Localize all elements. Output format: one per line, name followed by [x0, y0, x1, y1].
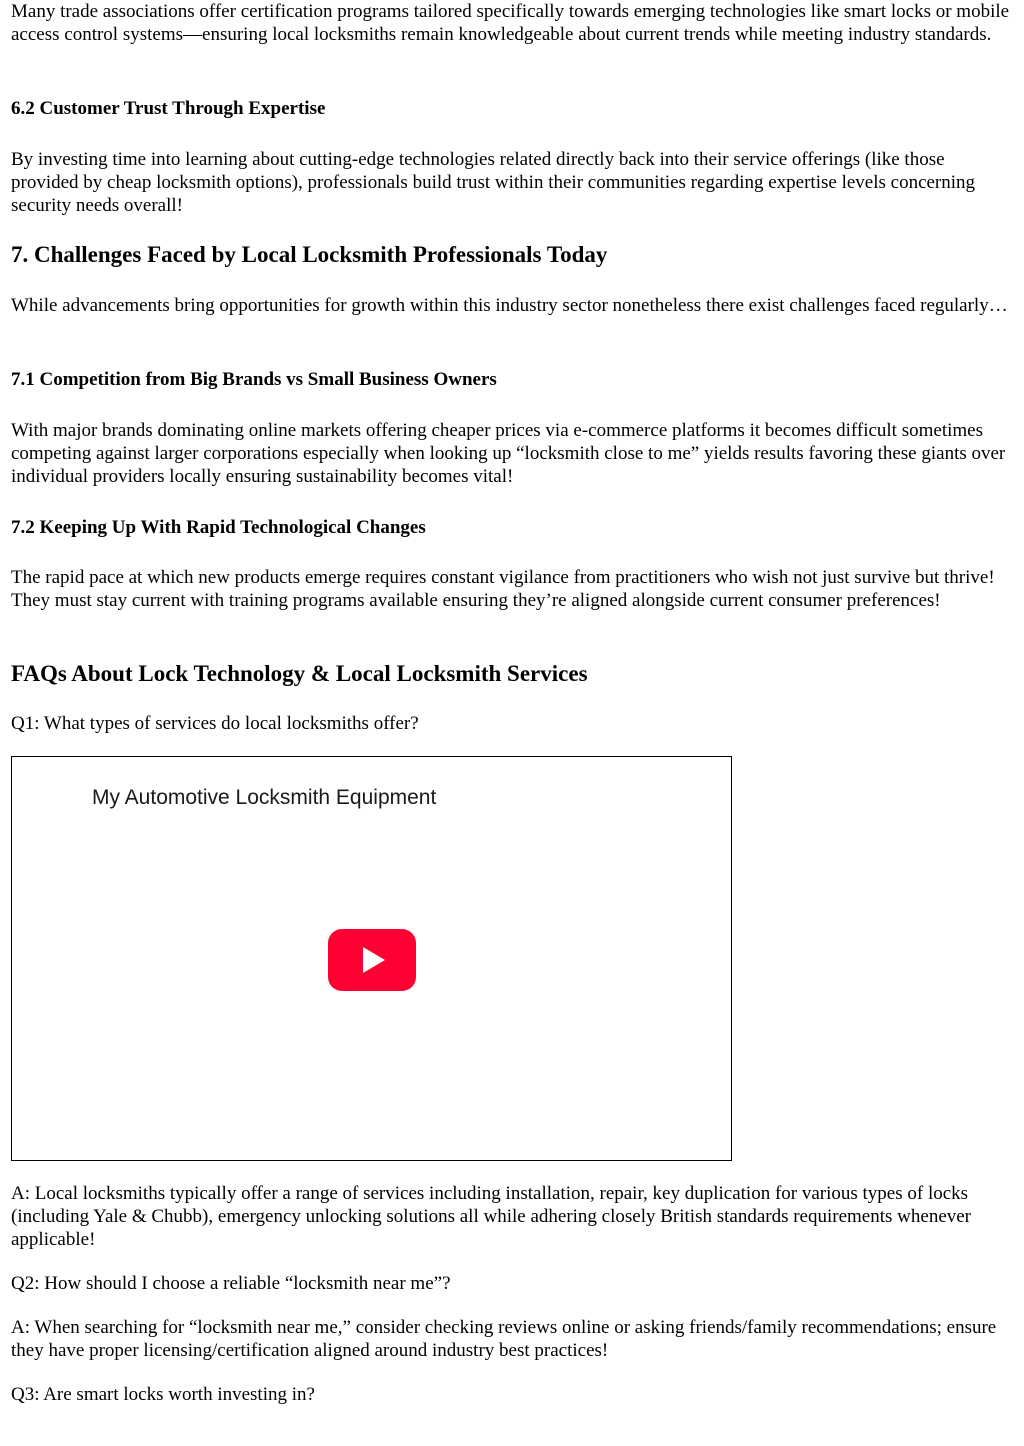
- section-body-7-1: With major brands dominating online markets offering cheaper prices via e-commerce platforms it becomes difficult sometimes competing against larger corporations especially when looking up “locksmith close to me” yields results favoring these giants over individual providers locally ensuring sustainability becomes vital!: [11, 420, 1006, 487]
- section-heading-7-1: 7.1 Competition from Big Brands vs Small Business Owners: [11, 369, 497, 390]
- faq-answer-1: A: Local locksmiths typically offer a range of services including installation, repair, key duplication for various types of locks (including Yale & Chubb), emergency unlocking solutions all while adhering closely British standards requirements whenever applicable!: [11, 1183, 972, 1250]
- youtube-play-icon[interactable]: [328, 929, 416, 991]
- faq-heading: FAQs About Lock Technology & Local Locksmith Services: [11, 661, 588, 686]
- section-heading-7-2: 7.2 Keeping Up With Rapid Technological Changes: [11, 517, 426, 538]
- faq-question-1: Q1: What types of services do local locksmiths offer?: [11, 713, 419, 734]
- video-embed[interactable]: [11, 756, 732, 1161]
- play-button-graphic: [328, 929, 416, 991]
- section-body-6-2: By investing time into learning about cutting-edge technologies related directly back into their service offerings (like those provided by cheap locksmith options), professionals build trust within their communities regarding expertise levels concerning security needs overall!: [11, 149, 976, 216]
- intro-paragraph: Many trade associations offer certification programs tailored specifically towards emerging technologies like smart locks or mobile access control systems—ensuring local locksmiths remain knowledgeable about current trends while meeting industry standards.: [11, 1, 1010, 45]
- faq-answer-2: A: When searching for “locksmith near me,” consider checking reviews online or asking friends/family recommendations; ensure they have proper licensing/certification aligned around industry best practices!: [11, 1317, 997, 1361]
- faq-question-3: Q3: Are smart locks worth investing in?: [11, 1384, 315, 1405]
- faq-question-2: Q2: How should I choose a reliable “locksmith near me”?: [11, 1273, 451, 1294]
- section-body-7: While advancements bring opportunities for growth within this industry sector nonetheless there exist challenges faced regularly…: [11, 295, 1008, 316]
- video-title[interactable]: My Automotive Locksmith Equipment: [92, 786, 437, 809]
- section-body-7-2: The rapid pace at which new products emerge requires constant vigilance from practitioners who wish not just survive but thrive! They must stay current with training programs available ensuring they’re aligned alongside current consumer preferences!: [11, 567, 995, 611]
- section-heading-6-2: 6.2 Customer Trust Through Expertise: [11, 98, 326, 119]
- section-heading-7: 7. Challenges Faced by Local Locksmith Professionals Today: [11, 242, 608, 267]
